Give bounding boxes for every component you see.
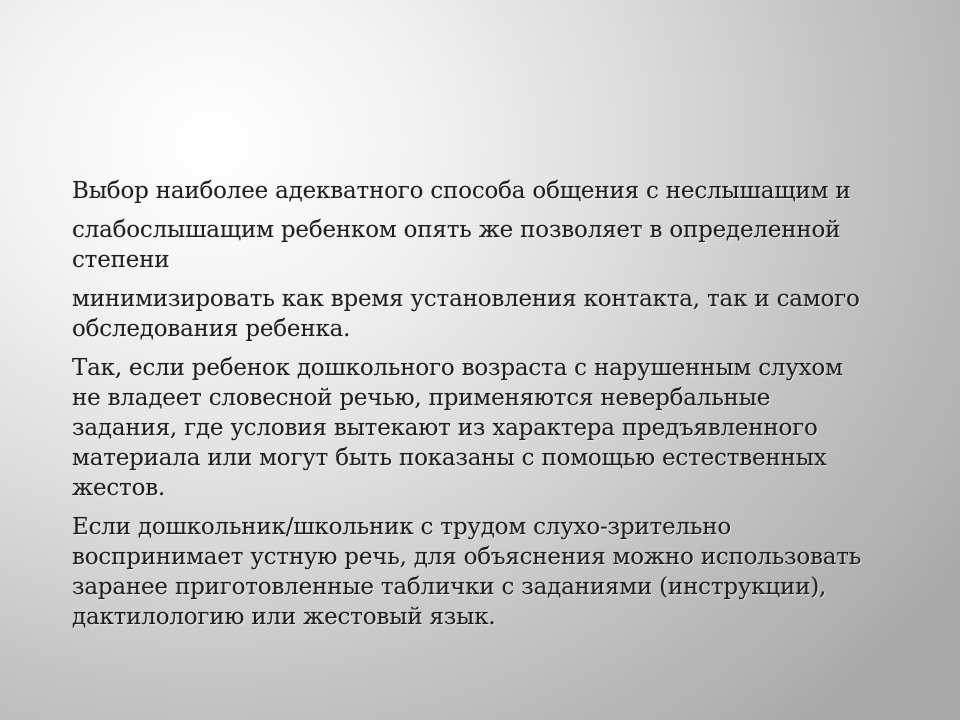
paragraph-hearing-impaired-child <box>72 215 902 275</box>
text-line: степени <box>72 247 170 273</box>
text-line: Если дошкольник/школьник с трудом слухо-зрительно <box>72 514 731 540</box>
text-line: слабослышащим ребенком опять же позволяет в определенной <box>72 217 841 243</box>
text-line: жестов. <box>72 475 166 501</box>
text-line: дактилологию или жестовый язык. <box>72 604 496 630</box>
text-line: задания, где условия вытекают из характера предъявленного <box>72 415 818 441</box>
text-line: минимизировать как время установления контакта, так и самого <box>72 286 860 312</box>
paragraph-nonverbal-tasks <box>72 353 902 503</box>
text-line: материала или могут быть показаны с помощью естественных <box>72 445 827 471</box>
paragraph-minimize-contact-time <box>72 284 902 344</box>
text-line: Так, если ребенок дошкольного возраста с нарушенным слухом <box>72 355 843 381</box>
slide-body-text <box>72 176 902 641</box>
text-line: воспринимает устную речь, для объяснения можно использовать <box>72 544 862 570</box>
text-line: не владеет словесной речью, применяются невербальные <box>72 385 771 411</box>
text-line: заранее приготовленные таблички с заданиями (инструкции), <box>72 574 827 600</box>
text-line: обследования ребенка. <box>72 316 351 342</box>
paragraph-choice-of-communication <box>72 176 902 206</box>
text-line: Выбор наиболее адекватного способа общения с неслышащим и <box>72 178 851 204</box>
paragraph-prepared-tables <box>72 512 902 632</box>
